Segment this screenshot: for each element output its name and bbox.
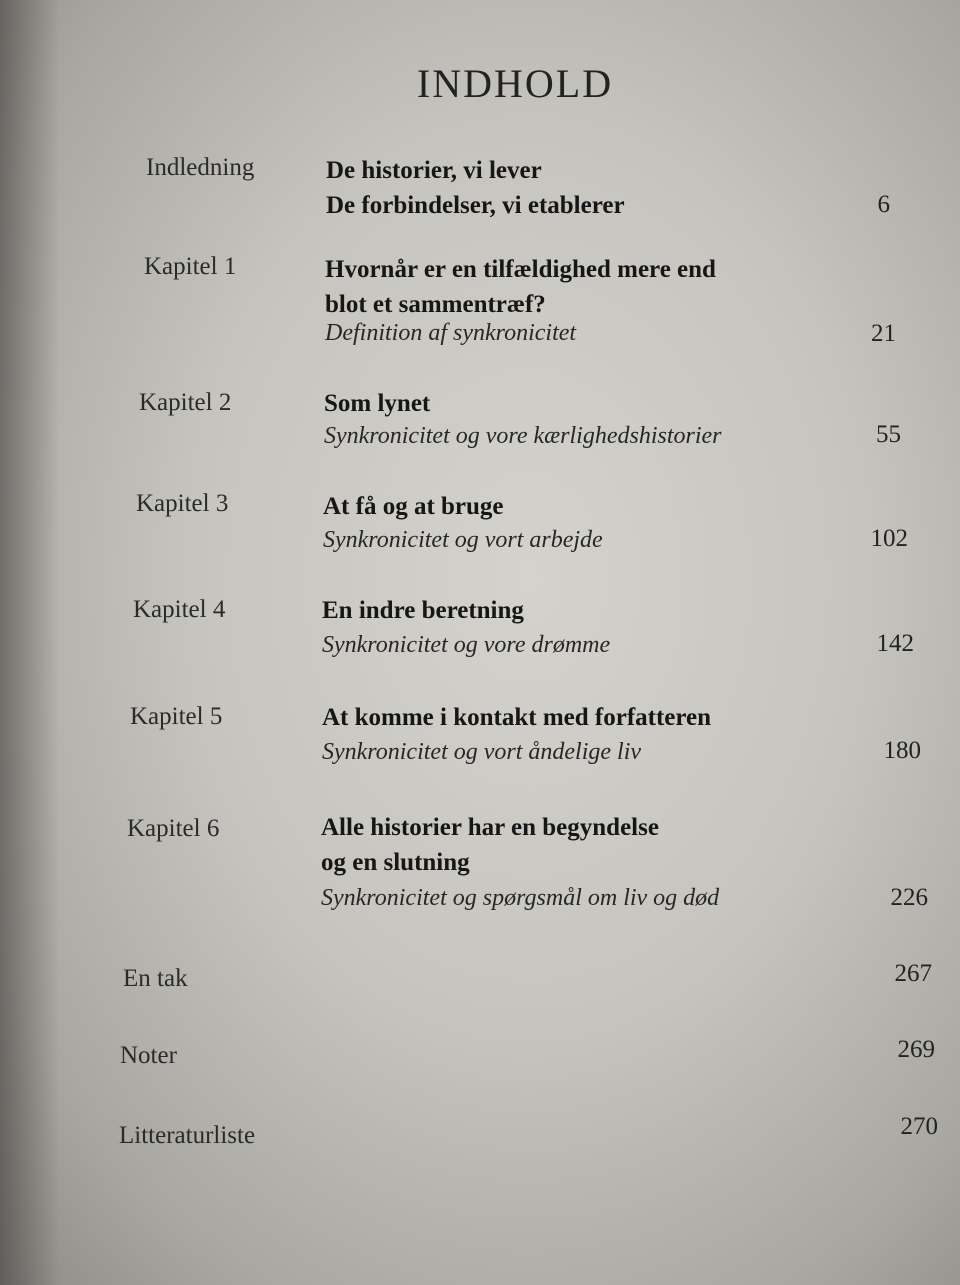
- back-matter-label-litteraturliste: Litteraturliste: [119, 1122, 256, 1149]
- back-matter-label-noter: Noter: [120, 1042, 177, 1069]
- page-number-kapitel-4: 142: [876, 630, 914, 657]
- entry-label-kapitel-1: Kapitel 1: [144, 253, 237, 280]
- page-title: INDHOLD: [416, 61, 614, 106]
- heading-line: Som lynet: [324, 390, 431, 417]
- entry-subtitle-kapitel-3: Synkronicitet og vort arbejde: [323, 527, 603, 553]
- entry-label-kapitel-2: Kapitel 2: [139, 389, 232, 416]
- entry-heading-kapitel-1: [325, 252, 716, 322]
- back-matter-label-en-tak: En tak: [123, 965, 188, 992]
- entry-label-kapitel-3: Kapitel 3: [136, 490, 229, 517]
- entry-heading-indledning: [326, 153, 625, 223]
- heading-line: Alle historier har en begyndelse: [321, 814, 659, 841]
- entry-heading-kapitel-5: [322, 700, 711, 735]
- page-number-kapitel-6: 226: [890, 884, 928, 911]
- entry-heading-kapitel-4: [322, 593, 524, 628]
- heading-line: De historier, vi lever: [326, 157, 542, 184]
- entry-subtitle-kapitel-1: Definition af synkronicitet: [325, 320, 577, 346]
- page-number-kapitel-5: 180: [883, 737, 921, 764]
- page-number-kapitel-3: 102: [870, 525, 908, 552]
- heading-line: At komme i kontakt med forfatteren: [322, 704, 712, 731]
- page-number-kapitel-2: 55: [876, 421, 901, 448]
- entry-subtitle-kapitel-6: Synkronicitet og spørgsmål om liv og død: [321, 885, 720, 911]
- heading-line: Hvornår er en tilfældighed mere end: [325, 256, 716, 283]
- heading-line: At få og at bruge: [323, 493, 504, 520]
- entry-subtitle-kapitel-5: Synkronicitet og vort åndelige liv: [322, 739, 642, 765]
- entry-label-kapitel-4: Kapitel 4: [133, 596, 226, 623]
- entry-label-kapitel-6: Kapitel 6: [127, 815, 220, 842]
- page-number-kapitel-1: 21: [871, 320, 896, 347]
- heading-line: blot et sammentræf?: [325, 291, 546, 318]
- entry-heading-kapitel-2: [324, 386, 430, 421]
- entry-heading-kapitel-6: [321, 810, 659, 880]
- heading-line: En indre beretning: [322, 597, 524, 624]
- entry-subtitle-kapitel-2: Synkronicitet og vore kærlighedshistorier: [324, 423, 722, 449]
- heading-line: De forbindelser, vi etablerer: [326, 192, 625, 219]
- entry-heading-kapitel-3: [323, 489, 504, 524]
- entry-subtitle-kapitel-4: Synkronicitet og vore drømme: [322, 632, 611, 658]
- heading-line: og en slutning: [321, 849, 470, 876]
- entry-label-indledning: Indledning: [146, 154, 255, 181]
- back-matter-page-en-tak: 267: [894, 960, 932, 987]
- page-edge-shadow: [0, 0, 60, 1285]
- entry-label-kapitel-5: Kapitel 5: [130, 703, 223, 730]
- back-matter-page-noter: 269: [897, 1036, 935, 1063]
- back-matter-page-litteraturliste: 270: [900, 1113, 938, 1140]
- page-number-indledning: 6: [877, 191, 890, 218]
